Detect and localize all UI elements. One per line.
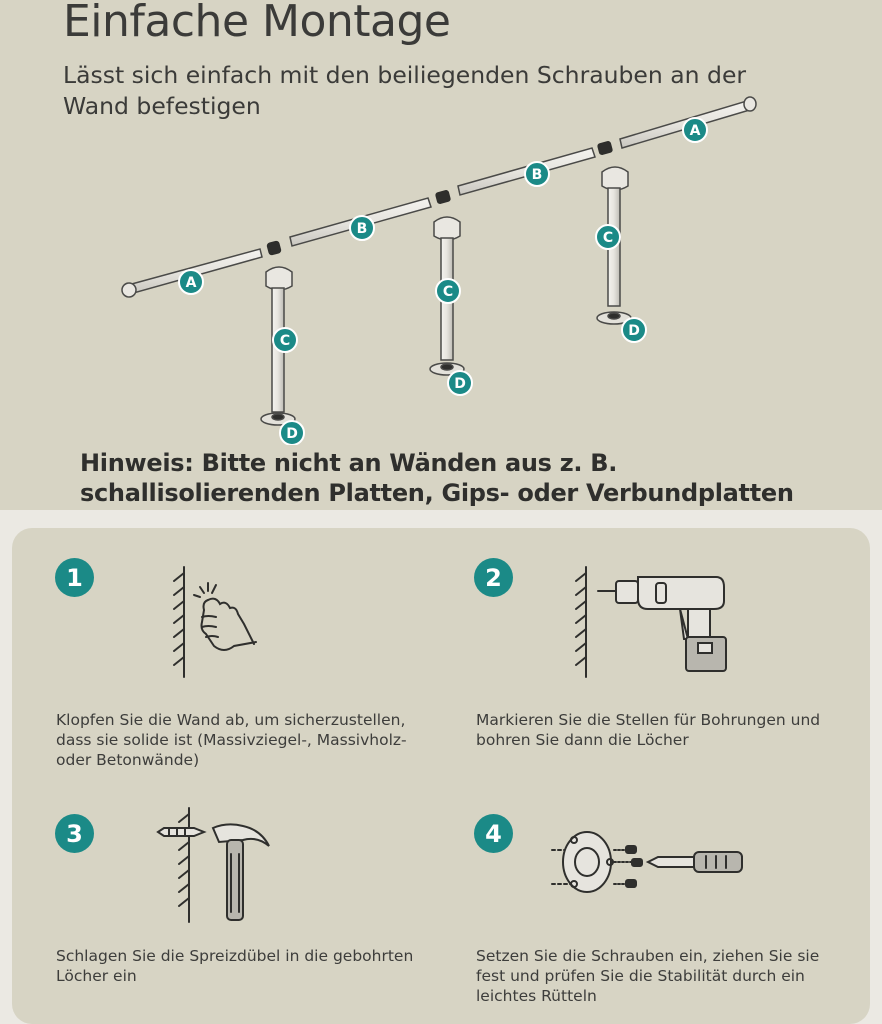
step-4-text: Setzen Sie die Schrauben ein, ziehen Sie sie fest und prüfen Sie die Stabilität durch ein leichtes Rütteln	[476, 947, 820, 1005]
step-1-text: Klopfen Sie die Wand ab, um sicherzustellen, dass sie solide ist (Massivziegel-, Massivholz- oder Betonwände)	[56, 711, 407, 769]
rail-connector	[597, 140, 614, 155]
label-b-right	[525, 162, 549, 186]
label-b-left	[350, 216, 374, 240]
step-1-badge: 1	[55, 558, 94, 597]
hammer-dowel-icon	[155, 806, 275, 924]
label-c-text: C	[442, 284, 454, 300]
fist-knocking-wall-icon	[168, 565, 268, 680]
label-d-text: D	[454, 376, 466, 392]
label-b-text: B	[531, 167, 543, 183]
page-subtitle: Lässt sich einfach mit den beiliegenden Schrauben an der Wand befestigen	[63, 61, 747, 120]
label-d-middle	[448, 371, 472, 395]
label-d-text: D	[286, 426, 298, 442]
step-2-badge: 2	[474, 558, 513, 597]
drill-icon	[570, 565, 730, 680]
rail-connector	[435, 189, 452, 204]
page-title: Einfache Montage	[63, 0, 451, 47]
label-c-left	[273, 328, 297, 352]
label-b-text: B	[356, 221, 368, 237]
mounting-hint: Hinweis: Bitte nicht an Wänden aus z. B. schallisolierenden Platten, Gips- oder Verbundplatten	[80, 449, 794, 507]
label-c-text: C	[279, 333, 291, 349]
step-3-badge: 3	[55, 814, 94, 853]
assembly-diagram	[0, 0, 882, 445]
label-c-right	[596, 225, 620, 249]
label-a-right	[683, 118, 707, 142]
label-c-middle	[436, 279, 460, 303]
label-d-left	[280, 421, 304, 445]
rail-connector	[267, 241, 282, 256]
step-3-text: Schlagen Sie die Spreizdübel in die gebohrten Löcher ein	[56, 947, 414, 985]
screwdriver-flange-icon	[550, 826, 750, 896]
label-d-right	[622, 318, 646, 342]
label-c-text: C	[602, 230, 614, 246]
label-d-text: D	[628, 323, 640, 339]
label-a-text: A	[689, 123, 701, 139]
label-a-left	[179, 270, 203, 294]
label-a-text: A	[185, 275, 197, 291]
step-4-badge: 4	[474, 814, 513, 853]
step-2-text: Markieren Sie die Stellen für Bohrungen und bohren Sie dann die Löcher	[476, 711, 821, 749]
